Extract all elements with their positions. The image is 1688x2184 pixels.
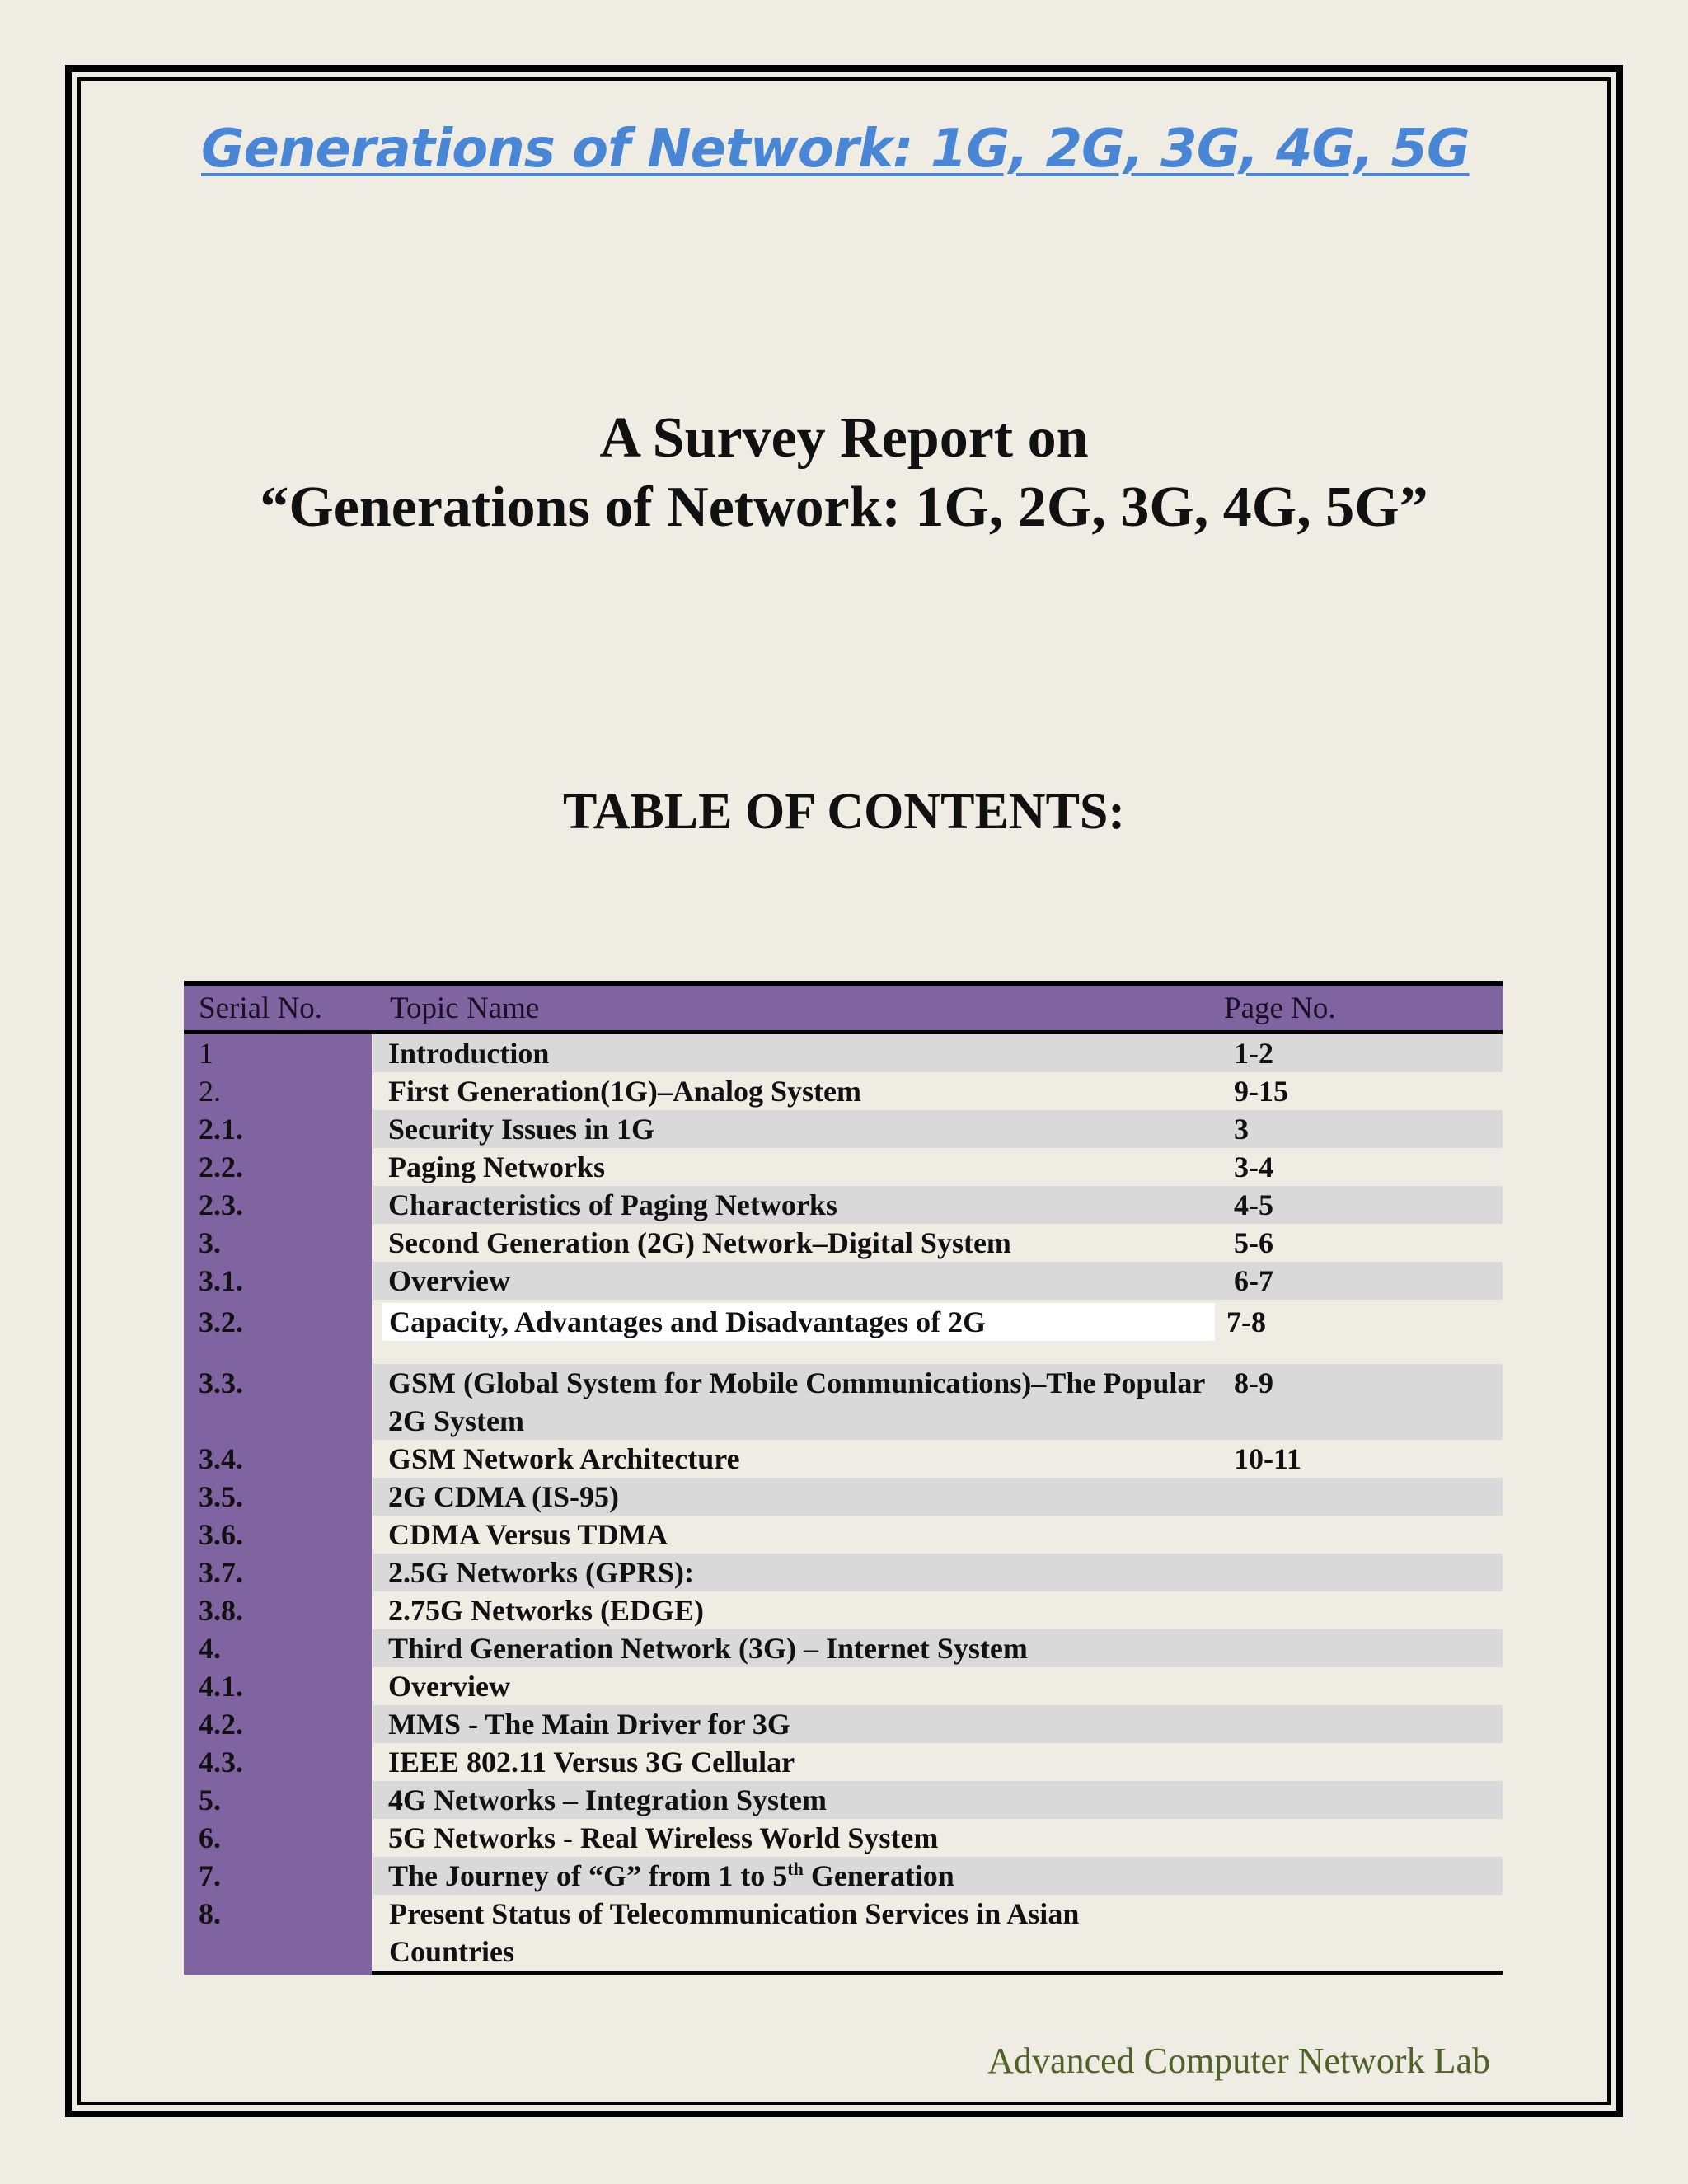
row-page: 5-6 [1234, 1226, 1273, 1259]
column-header-topic: Topic Name [390, 991, 540, 1025]
row-topic: Paging Networks [388, 1151, 605, 1183]
row-topic: 2.75G Networks (EDGE) [388, 1594, 704, 1627]
row-page [1222, 1516, 1503, 1554]
row-serial: 2. [199, 1075, 221, 1108]
row-serial: 4. [199, 1632, 221, 1665]
survey-heading-line2: “Generations of Network: 1G, 2G, 3G, 4G, 5G” [260, 476, 1428, 539]
row-topic: GSM Network Architecture [388, 1442, 740, 1475]
row-page [1222, 1591, 1503, 1629]
row-topic: 2.5G Networks (GPRS): [388, 1556, 694, 1589]
table-row [184, 1364, 1503, 1440]
row-topic: Introduction [388, 1037, 550, 1070]
row-topic-text-end: Generation [803, 1859, 954, 1892]
row-page: 7-8 [1226, 1305, 1266, 1338]
row-page [1222, 1819, 1503, 1857]
row-topic: Overview [388, 1670, 510, 1703]
table-row [184, 1629, 1503, 1667]
table-row [184, 1300, 1503, 1364]
column-header-page: Page No. [1224, 991, 1336, 1025]
row-topic: MMS - The Main Driver for 3G [388, 1708, 790, 1741]
table-row [184, 1110, 1503, 1148]
row-topic: 2G CDMA (IS-95) [388, 1480, 619, 1513]
table-row [184, 1262, 1503, 1300]
row-page: 3-4 [1234, 1151, 1273, 1183]
row-serial: 3.6. [199, 1518, 243, 1551]
row-serial: 3.7. [199, 1556, 243, 1589]
row-serial: 8. [199, 1897, 221, 1930]
row-page [1222, 1705, 1503, 1743]
row-topic: 4G Networks – Integration System [388, 1783, 827, 1816]
table-row [184, 1148, 1503, 1186]
row-serial: 4.2. [199, 1708, 243, 1741]
row-topic: CDMA Versus TDMA [388, 1518, 668, 1551]
table-row [184, 1478, 1503, 1516]
document-title: Generations of Network: 1G, 2G, 3G, 4G, 5G [201, 119, 1470, 180]
row-page: 10-11 [1234, 1442, 1302, 1475]
row-page: 1-2 [1234, 1037, 1273, 1070]
row-page [1222, 1667, 1503, 1705]
survey-heading [0, 404, 1688, 542]
row-topic: Overview [388, 1264, 510, 1297]
row-serial: 3.5. [199, 1480, 243, 1513]
row-topic: First Generation(1G)–Analog System [388, 1075, 861, 1108]
row-page: 9-15 [1234, 1075, 1288, 1108]
table-row [184, 1667, 1503, 1705]
table-row [184, 1224, 1503, 1262]
row-topic-superscript: th [787, 1858, 804, 1879]
table-row [184, 1554, 1503, 1591]
row-serial: 3.2. [199, 1305, 243, 1338]
row-serial: 4.1. [199, 1670, 243, 1703]
toc-heading: TABLE OF CONTENTS: [562, 784, 1126, 840]
row-topic: Capacity, Advantages and Disadvantages of 2G [382, 1303, 1215, 1341]
row-page [1222, 1857, 1503, 1895]
row-serial: 4.3. [199, 1746, 243, 1779]
row-page [1207, 1895, 1487, 1971]
row-topic [373, 1857, 1222, 1895]
row-serial: 6. [199, 1821, 221, 1854]
row-serial: 3.8. [199, 1594, 243, 1627]
column-header-serial: Serial No. [199, 991, 323, 1025]
table-row [184, 1705, 1503, 1743]
row-topic: GSM (Global System for Mobile Communications)–The Popular 2G System [388, 1366, 1205, 1437]
row-page: 8-9 [1234, 1366, 1273, 1399]
row-page [1222, 1478, 1503, 1516]
toc-header-row [184, 981, 1503, 1034]
row-topic-text: The Journey of “G” from 1 to 5 [388, 1859, 788, 1892]
row-serial: 2.1. [199, 1113, 243, 1146]
footer-lab-name: Advanced Computer Network Lab [987, 2041, 1490, 2081]
row-serial: 5. [199, 1783, 221, 1816]
row-serial: 1 [199, 1037, 213, 1070]
table-row [184, 1857, 1503, 1895]
row-topic: 5G Networks - Real Wireless World System [388, 1821, 939, 1854]
table-row [184, 1516, 1503, 1554]
row-serial: 3.1. [199, 1264, 243, 1297]
row-page [1222, 1781, 1503, 1819]
row-page [1222, 1629, 1503, 1667]
table-row [184, 1781, 1503, 1819]
row-page [1222, 1743, 1503, 1781]
row-serial: 7. [199, 1859, 221, 1892]
table-row [184, 1895, 1503, 1971]
row-topic: IEEE 802.11 Versus 3G Cellular [388, 1746, 795, 1779]
table-row [184, 1591, 1503, 1629]
row-topic: Second Generation (2G) Network–Digital System [388, 1226, 1011, 1259]
table-row [184, 1034, 1503, 1072]
row-page: 3 [1234, 1113, 1249, 1146]
row-page: 4-5 [1234, 1188, 1273, 1221]
survey-heading-line1: A Survey Report on [599, 406, 1089, 470]
row-topic: Present Status of Telecommunication Services in Asian Countries [389, 1897, 1080, 1968]
toc-table [184, 981, 1503, 1975]
row-serial: 3. [199, 1226, 221, 1259]
table-row [184, 1819, 1503, 1857]
row-topic: Security Issues in 1G [388, 1113, 655, 1146]
row-serial: 3.3. [199, 1366, 243, 1399]
row-serial: 2.3. [199, 1188, 243, 1221]
row-page [1222, 1554, 1503, 1591]
row-serial: 3.4. [199, 1442, 243, 1475]
toc-body [184, 1034, 1503, 1975]
row-page: 6-7 [1234, 1264, 1273, 1297]
row-topic: Third Generation Network (3G) – Internet System [388, 1632, 1028, 1665]
row-topic: Characteristics of Paging Networks [388, 1188, 837, 1221]
table-row [184, 1186, 1503, 1224]
table-row [184, 1743, 1503, 1781]
table-row [184, 1440, 1503, 1478]
row-serial: 2.2. [199, 1151, 243, 1183]
table-row [184, 1072, 1503, 1110]
